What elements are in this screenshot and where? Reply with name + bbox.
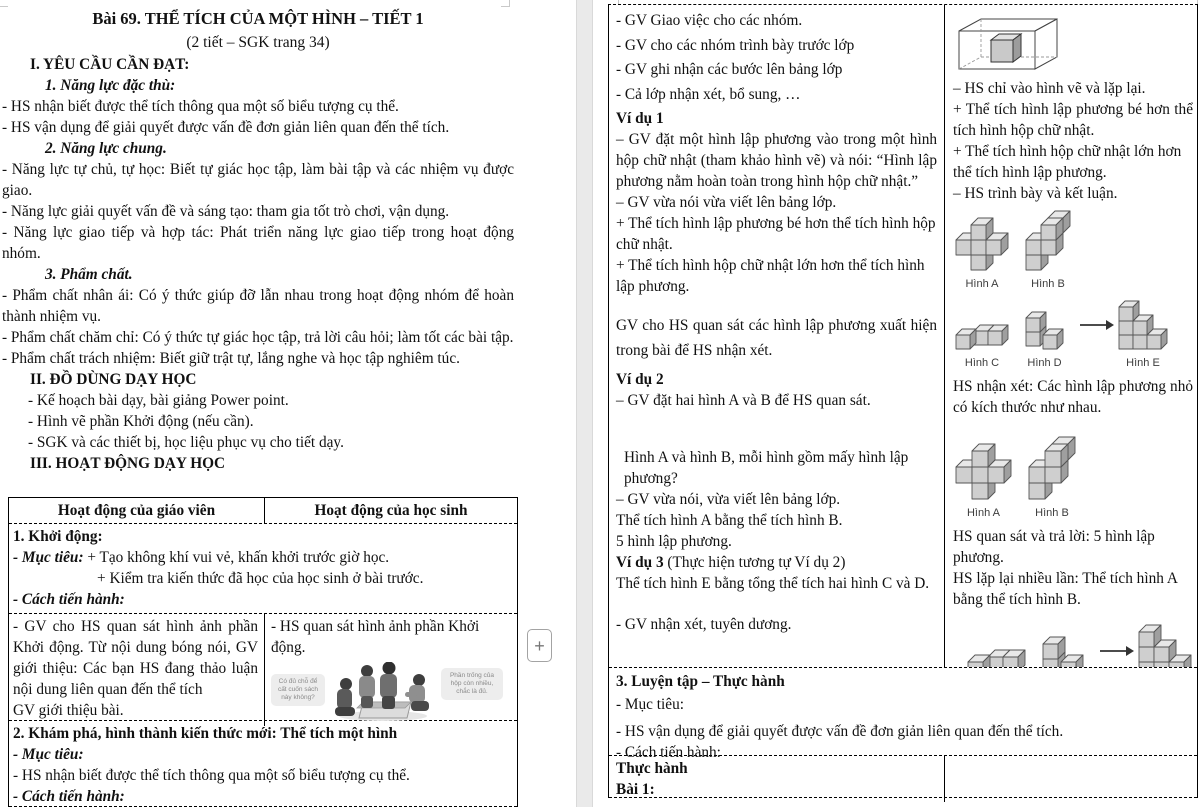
method-label: - Cách tiến hành: bbox=[13, 591, 125, 608]
goal-label: - Mục tiêu: bbox=[13, 746, 84, 763]
activities-table-continued bbox=[608, 4, 1198, 798]
cube-cluster-c bbox=[967, 649, 1026, 667]
teacher-cell bbox=[609, 5, 945, 667]
paragraph: – HS trình bày và kết luận. bbox=[953, 185, 1118, 202]
paragraph: + Thể tích hình lập phương bé hơn thể tích hình hộp chữ nhật. bbox=[953, 101, 1193, 139]
page-corner-mark bbox=[501, 6, 509, 7]
page-corner-mark bbox=[509, 0, 510, 7]
paragraph: + Thể tích hình hộp chữ nhật lớn hơn thể tích hình lập phương. bbox=[953, 143, 1182, 181]
figure-label: Hình A bbox=[965, 278, 999, 290]
figures-c-d-e bbox=[955, 300, 1193, 373]
paragraph: - GV cho các nhóm trình bày trước lớp bbox=[616, 36, 855, 54]
paragraph: - HS nhận biết được thể tích thông qua một số biểu tượng cụ thể. bbox=[13, 767, 410, 784]
paragraph: - Hình vẽ phần Khởi động (nếu cần). bbox=[28, 413, 254, 430]
cube-cluster-e bbox=[1138, 624, 1192, 667]
cube-cluster-b bbox=[1028, 436, 1076, 500]
paragraph: - Năng lực giao tiếp và hợp tác: Phát triển năng lực giao tiếp trong hoạt động nhóm. bbox=[2, 224, 514, 262]
paragraph: HS lặp lại nhiều lần: Thể tích hình A bằng thể tích hình B. bbox=[953, 570, 1178, 608]
paragraph: – GV vừa nói, vừa viết lên bảng lớp. bbox=[616, 491, 841, 508]
figures-c-d-e-2 bbox=[967, 624, 1193, 667]
section-warmup-title: 1. Khởi động: bbox=[13, 528, 103, 545]
example2-title: Ví dụ 2 bbox=[616, 371, 664, 388]
heading-qualities: 3. Phẩm chất. bbox=[45, 266, 133, 283]
paragraph: - GV nhận xét, tuyên dương. bbox=[616, 616, 792, 633]
paragraph: - Kế hoạch bài dạy, bài giảng Power point. bbox=[28, 392, 289, 409]
warmup-activity-row bbox=[9, 614, 517, 721]
figure-c bbox=[955, 324, 1009, 373]
paragraph: - Năng lực tự chủ, tự học: Biết tự giác học tập, làm bài tập và các nhiệm vụ được giao. bbox=[2, 161, 514, 199]
page-gap bbox=[576, 0, 593, 807]
spacer bbox=[616, 411, 937, 447]
teacher-cell bbox=[609, 756, 945, 802]
arrow-icon bbox=[1100, 645, 1134, 657]
paragraph: - HS nhận biết được thể tích thông qua một số biểu tượng cụ thể. bbox=[2, 98, 399, 115]
figure-b bbox=[1028, 436, 1076, 523]
heading-teaching-activities: III. HOẠT ĐỘNG DẠY HỌC bbox=[30, 455, 226, 472]
paragraph: + Thể tích hình lập phương bé hơn thể tích hình hộp chữ nhật. bbox=[616, 215, 936, 253]
example3-title: Ví dụ 3 bbox=[616, 554, 664, 571]
cube-cluster-e bbox=[1118, 300, 1168, 350]
method-label: - Cách tiến hành: bbox=[616, 744, 721, 761]
paragraph: - Phẩm chất nhân ái: Có ý thức giúp đỡ lẫn nhau trong hoạt động nhóm để hoàn thành nhiệm vụ. bbox=[2, 287, 514, 325]
table-header-row bbox=[9, 498, 517, 524]
paragraph: HS nhận xét: Các hình lập phương nhỏ có kích thước như nhau. bbox=[953, 378, 1193, 416]
paragraph: – GV đặt hai hình A và B để HS quan sát. bbox=[616, 392, 871, 409]
goal-label: - Mục tiêu: bbox=[616, 696, 684, 713]
spacer bbox=[616, 297, 937, 313]
spacer bbox=[953, 418, 1193, 430]
goal-label: - Mục tiêu: bbox=[13, 549, 84, 566]
method-label: - Cách tiến hành: bbox=[13, 788, 125, 805]
figure-label: Hình D bbox=[1027, 357, 1062, 369]
figure-d bbox=[1025, 311, 1064, 373]
paragraph: Hình A và hình B, mỗi hình gồm mấy hình lập phương? bbox=[624, 449, 909, 487]
figure-b bbox=[1025, 210, 1071, 294]
student-cell bbox=[945, 756, 1197, 802]
paragraph: – GV đặt một hình lập phương vào trong một hình hộp chữ nhật (tham khảo hình vẽ) và nói: “Hình lập phương nằm hoàn toàn trong hình hộp chữ nhật.” bbox=[616, 131, 937, 190]
exercise-1-label: Bài 1: bbox=[616, 781, 655, 798]
speech-bubble-right: Phần trống của hộp còn nhiều, chắc là đủ. bbox=[441, 668, 503, 700]
figure-e bbox=[1138, 624, 1192, 667]
warmup-goal-line2: + Kiểm tra kiến thức đã học của học sinh ở bài trước. bbox=[97, 570, 424, 587]
example1-title: Ví dụ 1 bbox=[616, 110, 664, 127]
student-cell bbox=[945, 5, 1197, 667]
arrow-icon bbox=[1080, 319, 1114, 331]
column-header-teacher: Hoạt động của giáo viên bbox=[9, 498, 265, 523]
page-left bbox=[0, 0, 576, 807]
figure-label: Hình E bbox=[1126, 357, 1160, 369]
section-explore bbox=[9, 721, 517, 807]
practice-title: Thực hành bbox=[616, 760, 688, 777]
figure-label: Hình A bbox=[966, 507, 1001, 519]
lesson-subtitle: (2 tiết – SGK trang 34) bbox=[186, 34, 330, 51]
page-corner-mark bbox=[0, 6, 8, 7]
paragraph: - Phẩm chất chăm chỉ: Có ý thức tự giác học tập, trả lời câu hỏi; làm tốt các bài tập. bbox=[2, 329, 514, 346]
figure-a bbox=[955, 217, 1009, 294]
paragraph: - Cả lớp nhận xét, bổ sung, … bbox=[616, 85, 801, 103]
example3-note: (Thực hiện tương tự Ví dụ 2) bbox=[663, 554, 846, 571]
practice-row bbox=[609, 756, 1197, 798]
paragraph: - Phẩm chất trách nhiệm: Biết giữ trật tự, lắng nghe và học tập nghiêm túc. bbox=[2, 350, 460, 367]
cube-cluster-d bbox=[1042, 636, 1084, 667]
paragraph: - HS vận dụng để giải quyết được vấn đề đơn giản liên quan đến thể tích. bbox=[616, 723, 1064, 740]
children-around-box-illustration bbox=[329, 662, 437, 722]
section-explore-title: 2. Khám phá, hình thành kiến thức mới: Thể tích một hình bbox=[13, 725, 398, 742]
cube-cluster-b bbox=[1025, 210, 1071, 271]
paragraph: – HS chỉ vào hình vẽ và lặp lại. bbox=[953, 80, 1146, 97]
figure-a bbox=[955, 443, 1012, 523]
heading-specific-competency: 1. Năng lực đặc thù: bbox=[45, 77, 176, 94]
cube-cluster-a bbox=[955, 217, 1009, 271]
cube-cluster-a bbox=[955, 443, 1012, 500]
section-warmup bbox=[9, 524, 517, 614]
figure-label: Hình C bbox=[964, 357, 1000, 369]
activities-table bbox=[8, 497, 518, 807]
paragraph: - GV Giao việc cho các nhóm. bbox=[616, 12, 803, 29]
warmup-illustration bbox=[271, 660, 515, 724]
heading-requirements: I. YÊU CẦU CẦN ĐẠT: bbox=[30, 56, 190, 73]
explore-activity-row bbox=[609, 5, 1197, 668]
heading-general-competency: 2. Năng lực chung. bbox=[45, 140, 167, 157]
figure-c bbox=[967, 649, 1026, 667]
warmup-goal-line bbox=[13, 547, 513, 568]
example3-line bbox=[616, 552, 937, 573]
spacer bbox=[616, 594, 937, 614]
page-right bbox=[593, 0, 1202, 807]
student-cell bbox=[265, 614, 517, 726]
paragraph: 5 hình lập phương. bbox=[616, 533, 732, 550]
figure-label: Hình B bbox=[1035, 507, 1069, 519]
goal-text: + Tạo không khí vui vẻ, khấn khởi trước giờ học. bbox=[83, 549, 390, 566]
paragraph: - HS vận dụng để giải quyết được vấn đề đơn giản liên quan đến thể tích. bbox=[2, 119, 450, 136]
spacer bbox=[953, 610, 1193, 618]
paragraph: - GV cho HS quan sát hình ảnh phần Khởi động. Từ nội dung bóng nói, GV giới thiệu: Các bạn HS đang thảo luận nội dung liên quan đến thể tích bbox=[13, 618, 258, 698]
figure-label: Hình B bbox=[1031, 278, 1065, 290]
cube-cluster-c bbox=[955, 324, 1009, 350]
figures-a-b-2 bbox=[955, 436, 1193, 523]
paragraph: - SGK và các thiết bị, học liệu phục vụ cho tiết dạy. bbox=[28, 434, 344, 451]
paragraph: + Thể tích hình hộp chữ nhật lớn hơn thể tích hình lập phương. bbox=[616, 257, 925, 295]
figure-d bbox=[1042, 636, 1084, 667]
paragraph: - GV ghi nhận các bước lên bảng lớp bbox=[616, 61, 843, 78]
lesson-plan-body bbox=[0, 0, 514, 474]
paragraph: GV giới thiệu bài. bbox=[13, 702, 124, 719]
column-header-student: Hoạt động của học sinh bbox=[314, 502, 468, 519]
section-practice-title: 3. Luyện tập – Thực hành bbox=[616, 673, 785, 690]
paragraph: Thể tích hình A bằng thể tích hình B. bbox=[616, 512, 843, 529]
paragraph: - HS quan sát hình ảnh phần Khởi động. bbox=[271, 618, 480, 656]
lesson-title: Bài 69. THỂ TÍCH CỦA MỘT HÌNH – TIẾT 1 bbox=[92, 9, 424, 28]
figures-a-b bbox=[955, 210, 1193, 294]
cube-cluster-d bbox=[1025, 311, 1064, 350]
figure-e bbox=[1118, 300, 1168, 373]
teacher-cell bbox=[9, 614, 265, 726]
add-page-button[interactable]: + bbox=[527, 629, 552, 662]
section-practice bbox=[609, 668, 1197, 761]
paragraph: - Năng lực giải quyết vấn đề và sáng tạo: tham gia tốt trò chơi, vận dụng. bbox=[2, 203, 450, 220]
heading-teaching-aids: II. ĐỒ DÙNG DẠY HỌC bbox=[30, 371, 197, 388]
paragraph: HS quan sát và trả lời: 5 hình lập phương. bbox=[953, 528, 1155, 566]
speech-bubble-left: Có đủ chỗ để cất cuốn sách này không? bbox=[271, 674, 325, 706]
cube-in-box-figure bbox=[955, 14, 1063, 74]
paragraph: Thể tích hình E bằng tổng thể tích hai hình C và D. bbox=[616, 575, 930, 592]
paragraph: GV cho HS quan sát các hình lập phương xuất hiện trong bài để HS nhận xét. bbox=[616, 317, 937, 359]
paragraph: – GV vừa nói vừa viết lên bảng lớp. bbox=[616, 194, 837, 211]
